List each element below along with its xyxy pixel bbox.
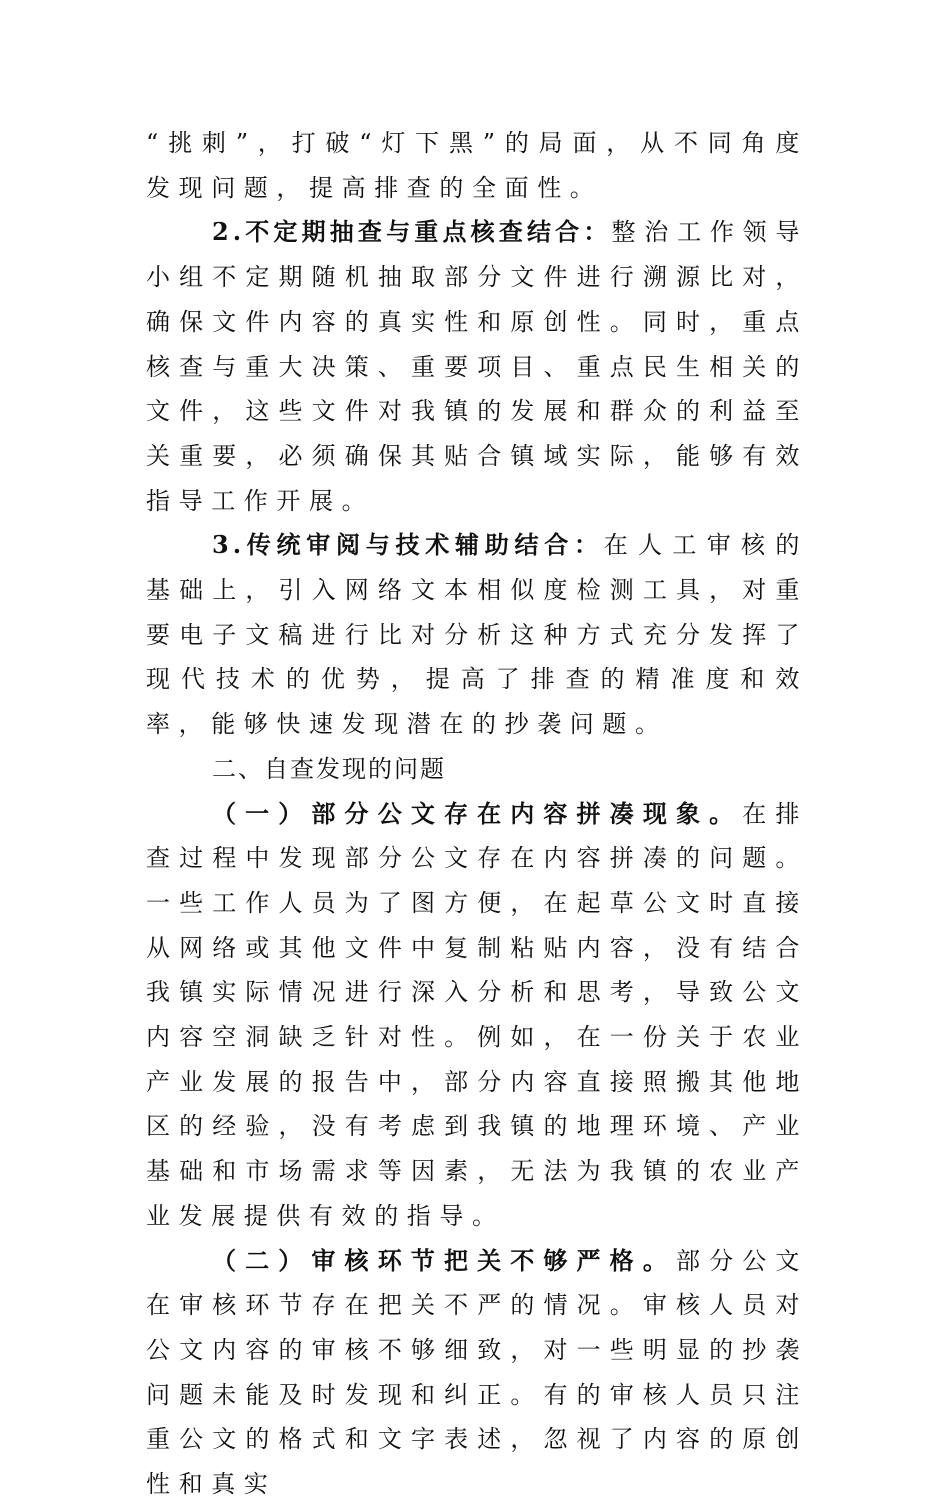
- section-heading: 二、自查发现的问题: [212, 754, 446, 783]
- document-page: [146, 121, 808, 1507]
- paragraph-item-3: [146, 523, 808, 747]
- paragraph-text: 在排查过程中发现部分公文存在内容拼凑的问题。一些工作人员为了图方便，在起草公文时直接从网络或其他文件中复制粘贴内容，没有结合我镇实际情况进行深入分析和思考，导致公文内容空洞缺乏针对性。例如，在一份关于农业产业发展的报告中，部分内容直接照搬其他地区的经验，没有考虑到我镇的地理环境、产业基础和市场需求等因素，无法为我镇的农业产业发展提供有效的指导。: [146, 799, 808, 1230]
- issue-lead: （一）部分公文存在内容拼凑现象。: [212, 798, 743, 828]
- paragraph-item-2: [146, 210, 808, 523]
- issue-lead: （二）审核环节把关不够严格。: [212, 1245, 676, 1275]
- paragraph-text: “挑刺”，打破“灯下黑”的局面，从不同角度发现问题，提高排查的全面性。: [146, 129, 808, 202]
- paragraph-issue-2: [146, 1239, 808, 1507]
- item-lead-bold: 3.传统审阅与技术辅助结合：: [212, 530, 604, 560]
- paragraph-issue-1: [146, 792, 808, 1239]
- paragraph-text: 整治工作领导小组不定期随机抽取部分文件进行溯源比对，确保文件内容的真实性和原创性。同时，重点核查与重大决策、重要项目、重点民生相关的文件，这些文件对我镇的发展和群众的利益至关重要，必须确保其贴合镇域实际，能够有效指导工作开展。: [146, 218, 808, 515]
- paragraph-text: 在人工审核的基础上，引入网络文本相似度检测工具，对重要电子文稿进行比对分析这种方式充分发挥了现代技术的优势，提高了排查的精准度和效率，能够快速发现潜在的抄袭问题。: [146, 531, 808, 739]
- paragraph-text: 部分公文在审核环节存在把关不严的情况。审核人员对公文内容的审核不够细致，对一些明显的抄袭问题未能及时发现和纠正。有的审核人员只注重公文的格式和文字表述，忽视了内容的原创性和真实: [146, 1246, 808, 1499]
- paragraph-continuation: [146, 121, 808, 210]
- item-lead-bold: 2.不定期抽查与重点核查结合：: [212, 217, 612, 247]
